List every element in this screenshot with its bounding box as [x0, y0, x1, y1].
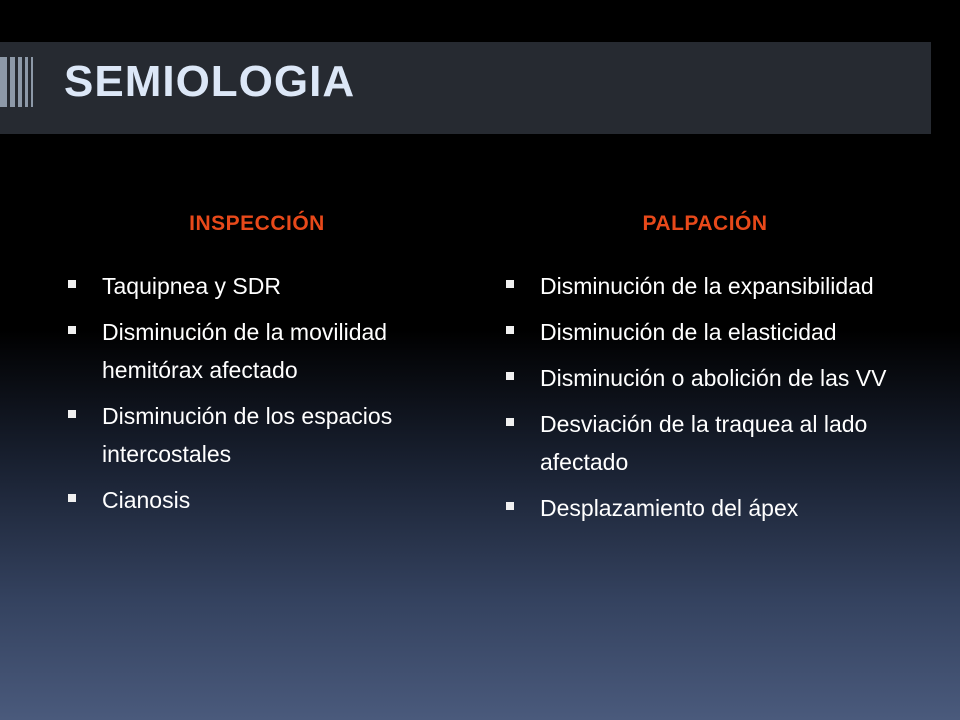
inspection-list [62, 267, 407, 519]
square-bullet-icon [506, 502, 514, 510]
palpation-heading: PALPACIÓN [642, 212, 768, 235]
list-item [62, 267, 407, 305]
square-bullet-icon [68, 280, 76, 288]
inspection-heading: INSPECCIÓN [189, 212, 325, 235]
list-item-text: Desviación de la traquea al lado afectado [540, 411, 868, 475]
square-bullet-icon [68, 326, 76, 334]
palpation-column [500, 206, 910, 535]
list-item [62, 397, 407, 473]
list-item-text: Disminución de los espacios intercostales [102, 403, 393, 467]
list-item [500, 313, 910, 351]
list-item [62, 481, 407, 519]
list-item-text: Disminución de la elasticidad [540, 319, 837, 345]
palpation-list [500, 267, 910, 527]
square-bullet-icon [68, 410, 76, 418]
inspection-column [62, 206, 407, 527]
list-item-text: Taquipnea y SDR [102, 273, 281, 299]
list-item-text: Desplazamiento del ápex [540, 495, 799, 521]
list-item [500, 359, 910, 397]
list-item-text: Disminución o abolición de las VV [540, 365, 887, 391]
title-decoration [0, 57, 36, 107]
square-bullet-icon [68, 494, 76, 502]
square-bullet-icon [506, 372, 514, 380]
list-item [62, 313, 407, 389]
list-item [500, 489, 910, 527]
list-item-text: Cianosis [102, 487, 191, 513]
square-bullet-icon [506, 418, 514, 426]
list-item [500, 405, 910, 481]
square-bullet-icon [506, 326, 514, 334]
square-bullet-icon [506, 280, 514, 288]
list-item-text: Disminución de la expansibilidad [540, 273, 874, 299]
list-item [500, 267, 910, 305]
list-item-text: Disminución de la movilidad hemitórax afectado [102, 319, 388, 383]
slide-title: SEMIOLOGIA [64, 57, 356, 106]
